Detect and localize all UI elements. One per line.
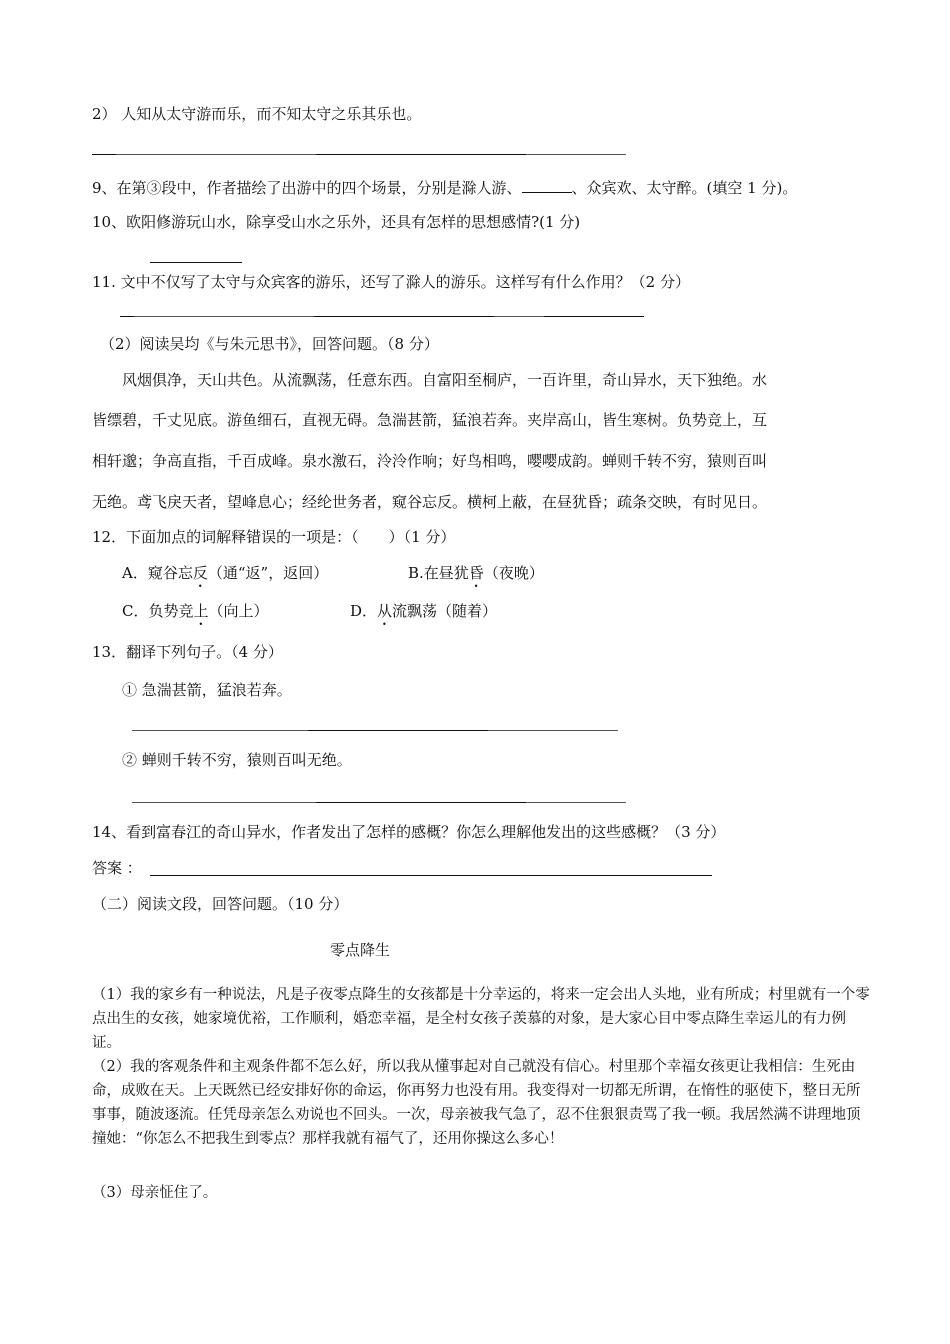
question-10: 10、欧阳修游玩山水，除享受山水之乐外，还具有怎样的思想感情?(1 分) (92, 213, 581, 231)
option-c[interactable] (122, 601, 269, 629)
answer-line (92, 154, 116, 155)
option-a-text: A．窥谷忘 (122, 564, 193, 582)
story-paragraph-3: （3）母亲怔住了。 (92, 1185, 218, 1201)
story-paragraph-2: （2）我的客观条件和主观条件都不怎么好，所以我从懂事起对自己就没有信心。村里那个幸福女孩更让我相信：生死由命，成败在天。上天既然已经安排好你的命运，你再努力也没有用。我变得对一切都无所谓，在惰性的驱使下，整日无所事事，随波逐流。任凭母亲怎么劝说也不回头。一次，母亲被我气急了，忍不住狠狠责骂了我一顿。我居然满不讲理地顶撞她：“你怎么不把我生到零点？那样我就有福气了，还用你操这么多心！ (92, 1059, 861, 1147)
story-paragraph-1: （1）我的家乡有一种说法，凡是子夜零点降生的女孩都是十分幸运的，将来一定会出人头地，业有所成；村里就有一个零点出生的女孩，她家境优裕，工作顺利，婚恋幸福，是全村女孩子羡慕的对象，是大家心目中零点降生幸运儿的有力例证。 (92, 987, 870, 1051)
passage-line-3: 相轩邈；争高直指，千百成峰。泉水激石，泠泠作响；好鸟相鸣，嘤嘤成韵。蝉则千转不穷，猿则百叫 (92, 452, 768, 470)
option-b-text: B.在昼犹 (408, 564, 469, 582)
option-a[interactable] (122, 563, 328, 591)
answer-line (132, 730, 308, 731)
option-d[interactable] (350, 601, 497, 629)
fill-blank[interactable] (522, 178, 572, 193)
story-title: 零点降生 (330, 941, 391, 959)
section-heading-2: （2）阅读吴均《与朱元思书》，回答问题。（8 分） (100, 335, 439, 353)
question-12: 12．下面加点的词解释错误的一项是：（ ）（1 分） (92, 528, 456, 546)
option-c-text: C．负势竞 (122, 602, 194, 620)
dotted-word: 反 (192, 564, 208, 582)
answer-line (120, 316, 134, 317)
option-d-text: D． (350, 602, 378, 620)
question-9-text-after: 、众宾欢、太守醉。(填空 1 分)。 (571, 179, 798, 197)
answer-line (494, 316, 544, 317)
part-2-heading: （二）阅读文段，回答问题。（10 分） (92, 895, 349, 913)
dotted-word: 上 (193, 602, 209, 620)
option-a-gloss: （通“返”，返回） (207, 564, 329, 582)
question-13-sentence-1: ① 急湍甚箭，猛浪若奔。 (122, 681, 292, 699)
answer-line[interactable] (150, 875, 712, 876)
question-13: 13．翻译下列句子。（4 分） (92, 643, 283, 661)
dotted-word: 从 (377, 602, 393, 620)
answer-line (132, 802, 316, 803)
question-11: 11. 文中不仅写了太守与众宾客的游乐，还写了滁人的游乐。这样写有什么作用？（2 分） (92, 273, 690, 291)
answer-line (526, 802, 626, 803)
answer-line (116, 154, 316, 155)
answer-line (488, 730, 618, 731)
answer-line (134, 316, 314, 317)
answer-line (544, 316, 644, 317)
passage-line-2: 皆缥碧，千丈见底。游鱼细石，直视无碍。急湍甚箭，猛浪若奔。夹岸高山，皆生寒树。负势竞上，互 (92, 411, 768, 429)
question-8-2: 2） 人知从太守游而乐，而不知太守之乐其乐也。 (92, 105, 422, 123)
question-9-text-before: 9、在第③段中，作者描绘了出游中的四个场景，分别是滁人游、 (92, 179, 522, 197)
answer-line (526, 154, 626, 155)
answer-line (316, 154, 526, 155)
option-b[interactable] (408, 563, 544, 591)
question-13-sentence-2: ② 蝉则千转不穷，猿则百叫无绝。 (122, 751, 352, 769)
answer-line (150, 262, 242, 263)
option-c-gloss: （向上） (208, 602, 269, 620)
option-b-gloss: （夜晚） (483, 564, 544, 582)
answer-line (308, 730, 488, 731)
passage-line-1: 风烟俱净，天山共色。从流飘荡，任意东西。自富阳至桐庐，一百许里，奇山异水，天下独绝。水 (122, 371, 768, 389)
option-d-gloss: 流飘荡（随着） (392, 602, 498, 620)
dotted-word: 昏 (468, 564, 484, 582)
answer-line (314, 316, 494, 317)
passage-line-4: 无绝。鸢飞戾天者，望峰息心；经纶世务者，窥谷忘反。横柯上蔽，在昼犹昏；疏条交映，有时见日。 (92, 493, 768, 511)
question-9 (92, 178, 797, 198)
answer-label: 答案 ： (92, 859, 142, 877)
question-14: 14、看到富春江的奇山异水，作者发出了怎样的感概？你怎么理解他发出的这些感概？（3 分） (92, 823, 726, 841)
answer-line (316, 802, 526, 803)
